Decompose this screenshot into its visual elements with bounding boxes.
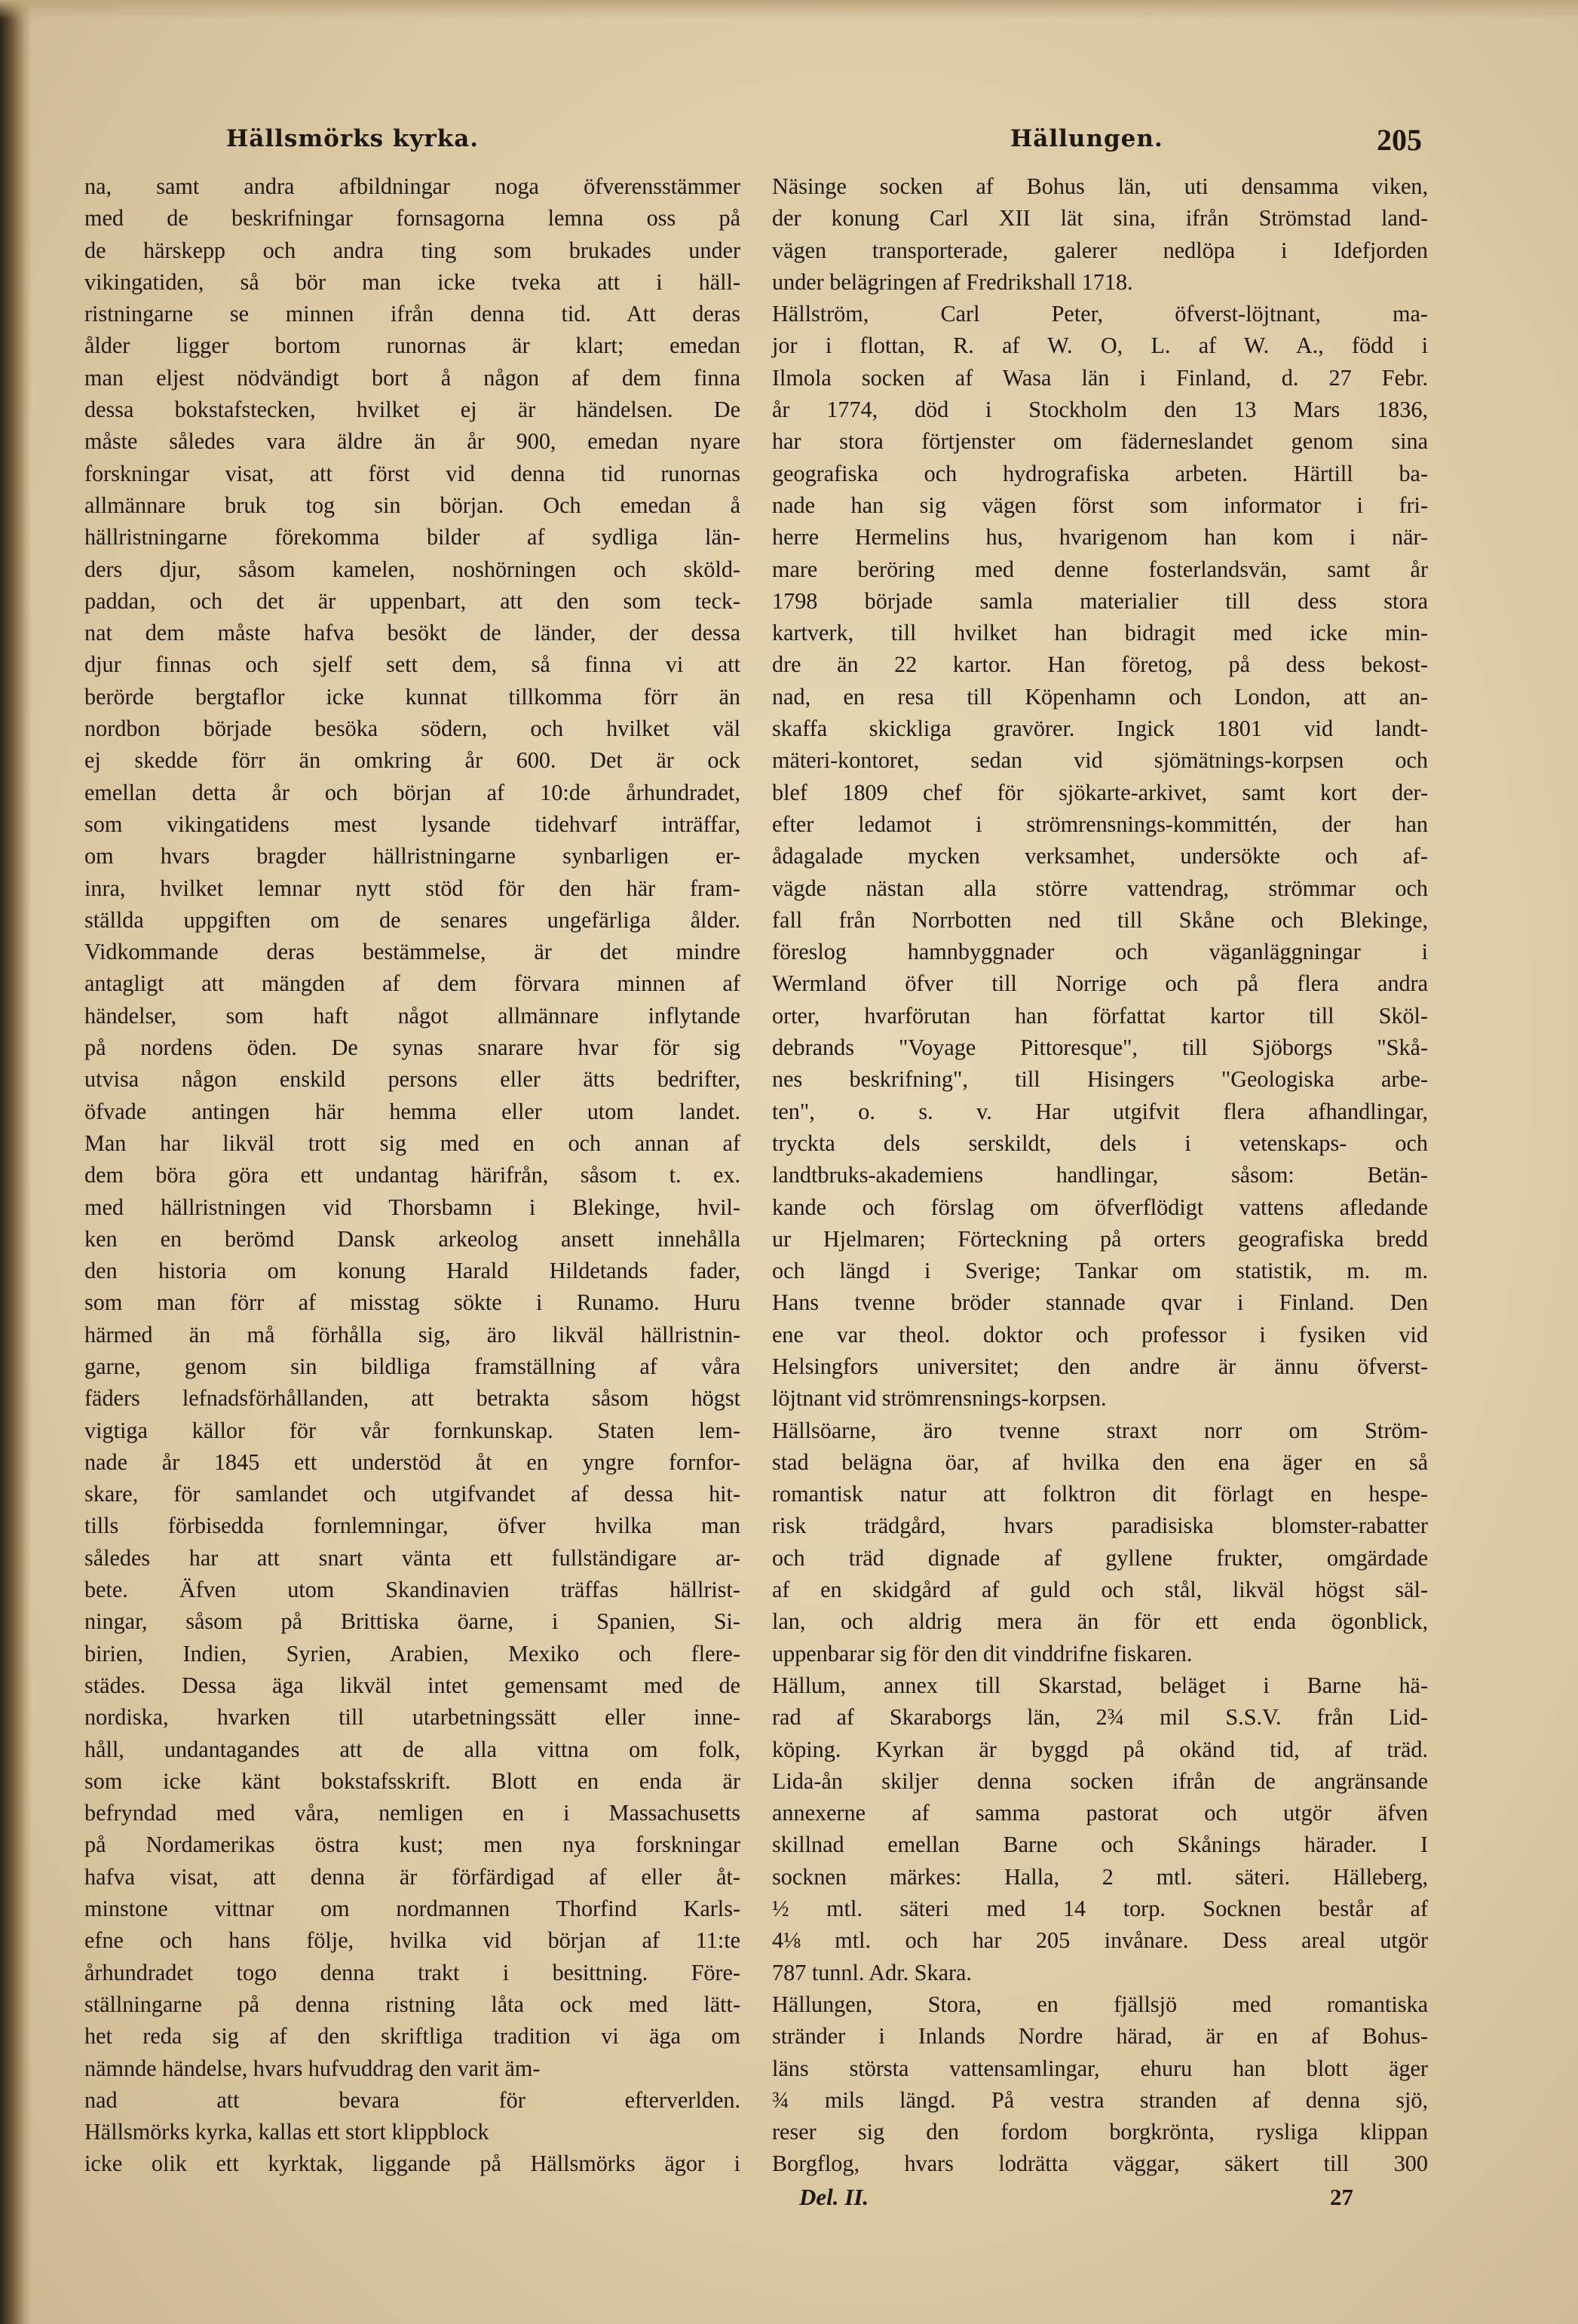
text-line: fall från Norrbotten ned till Skåne och Blekinge, [772, 906, 1428, 933]
text-line: ene var theol. doktor och professor i fysiken vid [772, 1321, 1428, 1347]
text-line: Wermland öfver till Norrige och på flera andra [772, 970, 1428, 997]
left-text-column [84, 170, 740, 2180]
text-line: Helsingfors universitet; den andre är ännu öfverst- [772, 1353, 1428, 1379]
text-line: århundradet togo denna trakt i besittning. Före- [84, 1959, 740, 1985]
text-line: djur finnas och sjelf sett dem, så finna vi att [84, 652, 740, 678]
text-line: bete. Äfven utom Skandinavien träffas hällrist- [84, 1577, 740, 1603]
text-line: händelser, som haft något allmännare inflytande [84, 1002, 740, 1029]
text-line: på nordens öden. De synas snarare hvar för sig [84, 1035, 740, 1061]
text-line: Man har likväl trott sig med en och annan af [84, 1130, 740, 1156]
text-line: vägde nästan alla större vattendrag, strömmar och [772, 875, 1428, 901]
text-line: tills förbisedda fornlemningar, öfver hvilka man [84, 1513, 740, 1539]
text-line: föreslog hamnbyggnader och väganläggningar i [772, 939, 1428, 965]
text-line: ken en berömd Dansk arkeolog ansett innehålla [84, 1225, 740, 1252]
text-line: het reda sig af den skriftliga tradition vi äga om [84, 2023, 740, 2050]
text-line: vigtiga källor för vår fornkunskap. Staten lem- [84, 1417, 740, 1443]
text-line: paddan, och det är uppenbart, att den som teck- [84, 587, 740, 614]
text-line: ställda uppgiften om de senares ungefärliga ålder. [84, 906, 740, 933]
text-line: man eljest nödvändigt bort å någon af dem finna [84, 364, 740, 391]
text-line: Vidkommande deras bestämmelse, är det mindre [84, 939, 740, 965]
text-line: 4⅛ mtl. och har 205 invånare. Dess areal utgör [772, 1927, 1428, 1954]
text-line: således har att snart vänta ett fullständigare ar- [84, 1544, 740, 1571]
text-line: nämnde händelse, hvars hufvuddrag den varit äm- [84, 2055, 541, 2081]
text-line: na, samt andra afbildningar noga öfverensstämmer [84, 173, 740, 199]
text-line: Lida-ån skiljer denna socken ifrån de angränsande [772, 1768, 1428, 1794]
text-line: städes. Dessa äga likväl intet gemensamt med de [84, 1672, 740, 1698]
text-line: debrands "Voyage Pittoresque", till Sjöborgs "Skå- [772, 1035, 1428, 1061]
text-line: 1798 började samla materialier till dess stora [772, 587, 1428, 614]
book-spine-shadow [0, 0, 32, 2324]
text-line: med hällristningen vid Thorsbamn i Blekinge, hvil- [84, 1194, 740, 1220]
text-line: allmännare bruk tog sin början. Och emedan å [84, 492, 740, 518]
text-line: ders djur, såsom kamelen, noshörningen och sköld- [84, 556, 740, 582]
text-line: vägen transporterade, galerer nedlöpa i Idefjorden [772, 237, 1428, 263]
text-line: minstone vittnar om nordmannen Thorfind Karls- [84, 1896, 740, 1922]
text-line: ½ mtl. säteri med 14 torp. Socknen består af [772, 1896, 1428, 1922]
text-line: ålder ligger bortom runornas är klart; emedan [84, 333, 740, 359]
text-line: herre Hermelins hus, hvarigenom han kom i när- [772, 524, 1428, 550]
text-line: löjtnant vid strömrensnings-korpsen. [772, 1385, 1107, 1412]
text-line: ¾ mils längd. På vestra stranden af denna sjö, [772, 2086, 1428, 2113]
text-line: skillnad emellan Barne och Skånings härader. I [772, 1832, 1428, 1858]
text-line: om hvars bragder hällristningarne synbarligen er- [84, 843, 740, 869]
text-line: orter, hvarförutan han författat kartor till Sköl- [772, 1002, 1428, 1029]
text-line: och längd i Sverige; Tankar om statistik, m. m. [772, 1258, 1428, 1284]
text-line: har stora förtjenster om fäderneslandet genom sina [772, 428, 1428, 455]
text-line: romantisk natur att folktron dit förlagt en hespe- [772, 1481, 1428, 1507]
text-line: 787 tunnl. Adr. Skara. [772, 1959, 972, 1985]
text-line: tryckta dels serskildt, dels i vetenskaps- och [772, 1130, 1428, 1156]
text-line: utvisa någon enskild persons eller ätts bedrifter, [84, 1066, 740, 1093]
text-line: dem böra göra ett undantag härifrån, såsom t. ex. [84, 1162, 740, 1188]
text-line: Hällum, annex till Skarstad, beläget i Barne hä- [772, 1672, 1428, 1698]
text-line: nade han sig vägen först som informator i fri- [772, 492, 1428, 518]
text-line: nes beskrifning", till Hisingers "Geologiska arbe- [772, 1066, 1428, 1093]
text-line: lan, och aldrig mera än för ett enda ögonblick, [772, 1608, 1428, 1635]
text-line: Hällsmörks kyrka, kallas ett stort klippblock [84, 2119, 489, 2145]
text-line: som man förr af misstag sökte i Runamo. Huru [84, 1289, 740, 1316]
text-line: icke olik ett kyrktak, liggande på Hällsmörks ägor i [84, 2151, 740, 2177]
text-line: köping. Kyrkan är byggd på okänd tid, af träd. [772, 1736, 1428, 1762]
text-line: kande och förslag om öfverflödigt vattens afledande [772, 1194, 1428, 1220]
text-line: ten", o. s. v. Har utgifvit flera afhandlingar, [772, 1098, 1428, 1124]
text-line: år 1774, död i Stockholm den 13 Mars 1836, [772, 397, 1428, 423]
text-line: öfvade antingen här hemma eller utom landet. [84, 1098, 740, 1124]
text-line: efter ledamot i strömrensnings-kommittén, der han [772, 811, 1428, 837]
text-line: birien, Indien, Syrien, Arabien, Mexiko och flere- [84, 1640, 740, 1666]
text-line: annexerne af samma pastorat och utgör äfven [772, 1800, 1428, 1826]
text-line: Hans tvenne bröder stannade qvar i Finland. Den [772, 1289, 1428, 1316]
page-top-edge [0, 0, 1578, 20]
text-line: på Nordamerikas östra kust; men nya forskningar [84, 1832, 740, 1858]
text-line: mäteri-kontoret, sedan vid sjömätnings-korpsen och [772, 747, 1428, 774]
text-line: skaffa skickliga gravörer. Ingick 1801 vid landt- [772, 716, 1428, 742]
text-line: som icke känt bokstafsskrift. Blott en enda är [84, 1768, 740, 1794]
text-line: härmed än må förhålla sig, äro likväl hällristnin- [84, 1321, 740, 1347]
text-line: Hällström, Carl Peter, öfverst-löjtnant, ma- [772, 301, 1428, 327]
text-line: håll, undantagandes att de alla vittna om folk, [84, 1736, 740, 1762]
text-line: antagligt att mängden af dem förvara minnen af [84, 970, 740, 997]
text-line: vikingatiden, så bör man icke tveka att i häll- [84, 268, 740, 295]
text-line: fäders lefnadsförhållanden, att betrakta såsom högst [84, 1385, 740, 1412]
text-line: nad att bevara för efterverlden. [84, 2086, 740, 2113]
text-line: socknen märkes: Halla, 2 mtl. säteri. Hälleberg, [772, 1863, 1428, 1890]
text-line: dre än 22 kartor. Han företog, på dess bekost- [772, 652, 1428, 678]
text-line: berörde bergtaflor icke kunnat tillkomma förr än [84, 683, 740, 710]
text-line: ej skedde förr än omkring år 600. Det är ock [84, 747, 740, 774]
text-line: stad belägna öar, af hvilka den ena äger en så [772, 1449, 1428, 1475]
text-line: emellan detta år och början af 10:de århundradet, [84, 779, 740, 805]
text-line: Ilmola socken af Wasa län i Finland, d. 27 Febr. [772, 364, 1428, 391]
text-line: stränder i Inlands Nordre härad, är en af Bohus- [772, 2023, 1428, 2050]
text-line: uppenbarar sig för den dit vinddrifne fiskaren. [772, 1640, 1193, 1666]
footer-sheet-number: 27 [1330, 2184, 1353, 2210]
text-line: Borgflog, hvars lodrätta väggar, säkert till 300 [772, 2151, 1428, 2177]
page-number: 205 [1377, 123, 1422, 157]
text-line: ur Hjelmaren; Förteckning på orters geografiska bredd [772, 1225, 1428, 1252]
text-line: ristningarne se minnen ifrån denna tid. Att deras [84, 301, 740, 327]
text-line: de härskepp och andra ting som brukades under [84, 237, 740, 263]
text-line: den historia om konung Harald Hildetands fader, [84, 1258, 740, 1284]
right-text-column [772, 170, 1428, 2180]
text-line: forskningar visat, att först vid denna tid runornas [84, 460, 740, 486]
footer-signature: Del. II. [799, 2184, 869, 2210]
text-line: befryndad med våra, nemligen en i Massachusetts [84, 1800, 740, 1826]
text-line: mare beröring med denne fosterlandsvän, samt år [772, 556, 1428, 582]
text-line: reser sig den fordom borgkrönta, rysliga klippan [772, 2119, 1428, 2145]
text-line: jor i flottan, R. af W. O, L. af W. A., född i [772, 333, 1428, 359]
text-line: ställningarne på denna ristning låta ock med lätt- [84, 1991, 740, 2017]
text-line: med de beskrifningar fornsagorna lemna oss på [84, 205, 740, 231]
text-line: och träd dignade af gyllene frukter, omgärdade [772, 1544, 1428, 1571]
running-head-left: Hällsmörks kyrka. [226, 125, 480, 152]
text-line: som vikingatidens mest lysande tidehvarf inträffar, [84, 811, 740, 837]
text-line: under belägringen af Fredrikshall 1718. [772, 268, 1133, 295]
running-head-right: Hällungen. [1010, 125, 1163, 152]
text-line: blef 1809 chef för sjökarte-arkivet, samt kort der- [772, 779, 1428, 805]
text-line: nat dem måste hafva besökt de länder, der dessa [84, 620, 740, 646]
text-line: der konung Carl XII lät sina, ifrån Strömstad land- [772, 205, 1428, 231]
text-line: nad, en resa till Köpenhamn och London, att an- [772, 683, 1428, 710]
text-line: garne, genom sin bildliga framställning af våra [84, 1353, 740, 1379]
text-line: ådagalade mycken verksamhet, undersökte och af- [772, 843, 1428, 869]
text-line: Hällsöarne, äro tvenne straxt norr om Ström- [772, 1417, 1428, 1443]
text-line: inra, hvilket lemnar nytt stöd för den här fram- [84, 875, 740, 901]
text-line: nordiska, hvarken till utarbetningssätt eller inne- [84, 1704, 740, 1731]
text-line: dessa bokstafstecken, hvilket ej är händelsen. De [84, 397, 740, 423]
text-line: risk trädgård, hvars paradisiska blomster-rabatter [772, 1513, 1428, 1539]
text-line: af en skidgård af guld och stål, likväl högst säl- [772, 1577, 1428, 1603]
text-line: hällristningarne förekomma bilder af sydliga län- [84, 524, 740, 550]
text-line: rad af Skaraborgs län, 2¾ mil S.S.V. från Lid- [772, 1704, 1428, 1731]
text-line: kartverk, till hvilket han bidragit med icke min- [772, 620, 1428, 646]
text-line: Hällungen, Stora, en fjällsjö med romantiska [772, 1991, 1428, 2017]
text-line: ningar, såsom på Brittiska öarne, i Spanien, Si- [84, 1608, 740, 1635]
text-line: nade år 1845 ett understöd åt en yngre fornfor- [84, 1449, 740, 1475]
text-line: efne och hans följe, hvilka vid början af 11:te [84, 1927, 740, 1954]
text-line: geografiska och hydrografiska arbeten. Härtill ba- [772, 460, 1428, 486]
text-line: nordbon började besöka södern, och hvilket väl [84, 716, 740, 742]
text-line: hafva visat, att denna är förfärdigad af eller åt- [84, 1863, 740, 1890]
text-line: skare, för samlandet och utgifvandet af dessa hit- [84, 1481, 740, 1507]
text-line: Näsinge socken af Bohus län, uti densamma viken, [772, 173, 1428, 199]
text-line: landtbruks-akademiens handlingar, såsom: Betän- [772, 1162, 1428, 1188]
text-line: läns största vattensamlingar, ehuru han blott äger [772, 2055, 1428, 2081]
text-line: måste således vara äldre än år 900, emedan nyare [84, 428, 740, 455]
